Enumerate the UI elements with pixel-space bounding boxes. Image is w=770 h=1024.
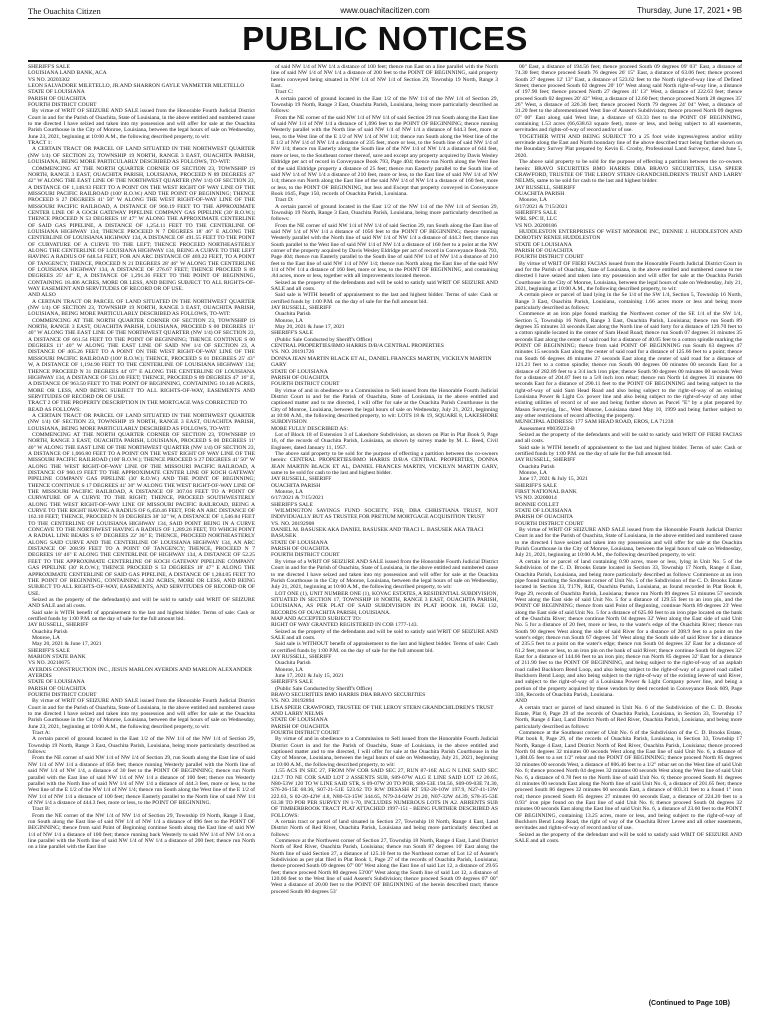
notice-paragraph: Tract B: — [32, 806, 51, 813]
banner-rule — [28, 60, 742, 62]
section-title: PUBLIC NOTICES — [242, 20, 528, 57]
notice-paragraph: From the NE corner of said NW 1/4 of NW 1/4 of said Section 29, run South along the East line of said NW 1/4 of NW 1/4 a distance of 1056 feet to the POINT OF BEGINNING; thence running Westerly parallel with the North line of said NW 1/4 of NW 1/4 a distance of 444.3 feet; thence run South parallel to the West line of said NW 1/4 of NW 1/4 a distance of 160 feet to a point at the NW corner of the property acquired by Davis Wesley Eldridge per act of record in Conveyance Book 793, Page 404; thence run Easterly parallel to the South line of said NW 1/4 of NW 1/4 a distance of 210 feet to the East line of said NW 1/4 of NW 1/4; thence run North along the East line of the said NW 1/4 of NW 1/4 a distance of 160 feet, more or less, to the POINT OF BEGINNING, and containing .84 acres, more or less, together with all improvements located thereon. — [271, 222, 498, 280]
notice-paragraph: Tract C: — [275, 89, 294, 96]
notice-paragraph: SHERIFF'S SALE — [515, 482, 557, 489]
notice-paragraph: FIRST NATIONAL BANK — [515, 489, 577, 496]
notice-paragraph: OUACHITA PARISH — [515, 190, 565, 197]
notice-paragraph: PARISH OF OUACHITA — [515, 247, 574, 254]
notice-paragraph: A certain tract or parcel of land situated in Unit No. 6 of the Subdivision of the C. D. Brooks Estate, Plat 8, Page 29 of the records of Ouachita Parish, Louisiana, in Section 33, Township 17 North, Range 4 East, Land District North of Red River, Ouachita Parish, Louisiana, and being more particularly described as follows: — [515, 704, 742, 730]
notice-paragraph: STATE OF LOUISIANA — [271, 368, 328, 375]
notice-paragraph: Monroe, LA — [275, 317, 303, 324]
notice-paragraph: Said sale is WITH benefit of appraisement to the last and highest bidder. Terms of sale: Cash or certified funds by 1:00 P.M. on the day of sale for the full amount bid. — [271, 292, 498, 305]
notice-paragraph: From the NE corner of the said NW 1/4 of NW 1/4 of said Section 29 run South along the East line of said NW 1/4 of NW 1/4 a distance of 1,096 feet to the POINT OF BEGINNING; thence running Westerly parallel with the North line of said NW 1/4 of NW 1/4 a distance of 644.3 feet, more or less, to the West line of the E 1/2 of NW 1/4 of NW 1/4; thence run South along the West line of the E 1/2 of NW 1/4 of NW 1/4 a distance of 235 feet, more or less, to the South line of said NW 1/4 of NW 1/4; thence run Easterly along the South line of the NW 1/4 of NW 1/4 a distance of 644 feet, more or less, to the Southeast corner thereof, save and except any property acquired by Davis Wesley Eldridge per act of record in Conveyance Book 793, Page 404; thence run North along the West line of the said Eldridge property a distance of 25 feet; thence run Easterly parallel to the South line of said NW 1/4 of NW 1/4 a distance of 210 feet, more or less, to the East line of said NW 1/4 of NW 1/4; thence run North along the East line of the said NW 1/4 of NW 1/4 a distance of 160 feet, more or less, to the POINT OF BEGINNING, but less and Except that property conveyed in Conveyance Book 1645, Page 150, records of Ouachita Parish, Louisiana. — [271, 114, 498, 197]
notice-paragraph: Monroe, LA — [519, 470, 547, 476]
notice-paragraph: 1.55 ACS IN SEC 27, FROM NW COR SAID SEC 27, RUN 87-16E ALG N LINE SAID SEC 124.7 TO NE COR SAID LOT 2 ASSENTS SUB, S09-07W ALG E LINE SAID LOT 12 20.65, N80-53W 120 TO W LINE SAID STR, S 09-07W 20 TO POB, S80-53E 194.56, S09-09-03E 74.30, S76-26-15E 68.36, S07-21-51E 523.62 TO R/W DESASH RT 592-20-10W 197.9, N27-41-13W 222.63, S 02-20-42W 4.8, N80-53-15W 344.65, N79-24-04W 21.20, N07-32W 44.39, S78-35-53E 63.38 TO POB PER SURVEY IN 1-70, INCLUDES NUMEROUS LOTS IN A2. ARRENTS SUB OF TIMBERBROOK TRACT PLAT ATTACHED 1997-151 - BEING FURTHER DESCRIBED AS FOLLOWS: — [271, 768, 498, 819]
notice-paragraph: VS. NO. 20192894 — [271, 698, 315, 705]
notice-paragraph: Monroe, LA — [32, 634, 60, 641]
notice-paragraph: STATE OF LOUISIANA — [271, 539, 328, 546]
notice-paragraph: BONNIE COLLET — [515, 501, 559, 508]
notice-paragraph: Ouachita Parish — [32, 628, 68, 635]
notice-paragraph: A CERTAIN TRACT OR PARCEL OF LAND SITUATED IN THE NORTHWEST QUARTER (NW 1/4) OF SECTION 23, TOWNSHIP 19 NORTH, RANGE 3 EAST, OUACHITA PARISH, LOUISIANA, BEING MORE PARTICULARLY DESCRIBED AS FOLLOWS, TO-WIT: — [28, 412, 255, 432]
notice-paragraph: SHERIFF'S SALE — [28, 64, 70, 70]
notice-paragraph: Ouachita Parish — [275, 660, 311, 667]
notice-paragraph: VS NO. 20200186 — [515, 222, 557, 229]
notice-paragraph: MUNICIPAL ADDRESS: 177 SAM HEAD ROAD, EROS, LA 71238 — [515, 419, 674, 426]
notice-paragraph: VS NO. 20200014 — [515, 495, 557, 502]
notice-paragraph: VS. NO. 20191726 — [271, 349, 315, 356]
notice-paragraph: By virtue of and in obedience to a Commission to Sell issued from the Honorable Fourth Judicial District Court in and for the Parish of Ouachita, State of Louisiana, in the above entitled and captioned matter and to me directed, I will offer for sale at the Ouachita Parish Courthouse in the City of Monroe, Louisiana, between the legal hours of sale on Wednesday, July 21, 2021, beginning at 10:00 A.M., the following described property, to wit: — [271, 736, 498, 768]
notice-paragraph: DONNA JEAN MARTIN BLACK ET AL, DANIEL FRANCES MARTIN, VICKILYN MARTIN GARY — [271, 355, 492, 369]
notice-paragraph: May 20, 2021 & June 17, 2021 — [32, 641, 102, 648]
notice-paragraph: Monroe, LA — [275, 489, 303, 496]
notice-paragraph: LEON SALVADORE MILETELLO, JR.AND SHARRON GAYLE VANMETER MILETELLO — [28, 83, 245, 90]
notice-paragraph: Commence at the Northwest corner of Section 27, Township 18 North, Range 4 East, Land District North of Red River, Ouachita Parish, Louisiana; thence run South 87 degrees 16' East along the North line of said Section 27, a distance of 125.10 feet to the Northeast corner of Lot 12 of Assent's Subdivision as per plat filed in Plat Book 1, Page 27 of the records of Ouachita Parish, Louisiana; thence proceed South 09 degrees 07' 00" West along the East line of said Lot 12, a distance of 29.65 feet; thence proceed North 80 degrees 53'00" West along the South line of said Lot 12, a distance of 120.00 feet to the West line of said Assent's Subdivision; thence proceed South 09 degrees 07' 00" West a distance of 20.00 feet to the POINT OF BEGINNING of the herein described tract; thence proceed South 80 degrees 53' — [271, 837, 498, 895]
notice-paragraph: MORE FULLY DESCRIBED AS: — [271, 425, 349, 432]
notice-paragraph: FOURTH DISTRICT COURT — [28, 102, 97, 109]
notice-paragraph: By virtue of WRIT OF SEIZURE AND SALE issued from the Honorable Fourth Judicial District Court in and for the Parish of Ouachita, State of Louisiana, in the above entitled and numbered cause to me directed I have seized and taken into my possession and will offer for sale at the Ouachita Parish Courthouse in the City of Monroe, Louisiana, between the legal hours of sale on Wednesday, June 23, 2021, beginning at 10:00 A.M., the following described property, to wit: — [28, 698, 255, 730]
notice-paragraph: Said sale is WITH benefit of appraisement to the last and highest bidder. Terms of sale: Cash or certified funds by 1:00 P.M. on the day of sale for the full amount bid. — [515, 444, 742, 457]
notice-paragraph: JAY RUSSELL, SHERIFF — [271, 476, 332, 483]
notice-paragraph: COMMENCING AT THE NORTH QUARTER CORNER OF SECTION 23, TOWNSHIP 19 NORTH, RANGE 3 EAST, OUACHITA PARISH, LOUISIANA, PROCEED S 00 DEGREES 11' 40" W ALONG THE EAST LINE OF THE NORTHWEST QUARTER (NW 1/4) OF SECTION 23, A DISTANCE OF 661.54 FEET TO THE POINT OF BEGINNING; THENCE CONTINUE S 00 DEGREES 11' 40" W ALONG THE EAST LINE OF SAID NW 1/4 OF SECTION 23, A DISTANCE OF 405.26 FEET TO A POINT ON THE WEST RIGHT-OF-WAY LINE OF THE MISSOURI PACIFIC RAILROAD (100' R.O.W.); THENCE, PROCEED S 01 DEGREES 25' 43" W, A DISTANCE OF 1,194.90 FEET TO THE CENTERLINE OF LOUISIANA HIGHWAY 134; THENCE PROCEED N 31 DEGREES 44' 07" E ALONG THE CENTERLINE OF LOUISIANA HIGHWAY 134, A DISTANCE OF 531.00 FEET; THENCE, PROCEED S 89 DEGREES 47' 16" E, A DISTANCE OF 963.50 FEET TO THE POINT OF BEGINNING, CONTAINING 10.140 ACRES, MORE OR LESS, AND BEING SUBJECT TO ALL RIGHTS-OF-WAY, EASEMENTS AND SERVITUDES OF RECORD OR OF USE. — [28, 317, 255, 400]
notice-paragraph: (Public Sale Conducted by Sheriff's Office) — [275, 685, 373, 692]
notice-paragraph: PARISH OF OUACHITA — [271, 374, 330, 381]
notice-paragraph: PARISH OF OUACHITA — [28, 685, 87, 692]
notice-paragraph: STATE OF LOUISIANA — [28, 679, 85, 686]
notice-paragraph: A CERTAIN TRACT OR PARCEL OF LAND SITUATED IN THE NORTHWEST QUARTER (NW 1/4) OF SECTION 23, TOWNSHIP 19 NORTH, RANGE 3 EAST, OUACHITA PARISH, LOUISIANA, BEING MORE PARTICULARLY DESCRIBED AS FOLLOWS, TO-WIT: — [28, 146, 255, 166]
notice-paragraph: COMMENCING AT THE NORTH QUARTER CORNER OF SECTION 23, TOWNSHIP 19 NORTH, RANGE 3 EAST, OUACHITA PARISH, LOUISIANA, PROCEED N 89 DEGREES 47' 42" W ALONG THE EAST LINE OF THE NORTHWEST QUARTER (NW 1/4) OF SECTION 23, A DISTANCE OF 1,148.93 FEET TO A POINT ON THE WEST RIGHT OF WAY LINE OF THE MISSOURI PACIFIC RAILROAD (100' R.O.W.) AND THE POINT OF BEGINNING; THENCE PROCEED S 27 DEGREES 41' 50" W ALONG THE WEST RIGHT-OF-WAY LINE OF THE MISSOURI PACIFIC RAILROAD, A DISTANCE OF 960.19 FEET TO THE APPROXIMATE CENTER LINE OF A GOCH GATEWAY PIPELINE COMPANY GAS PIPELINE (30' R.O.W.); THENCE PROCEED N 53 DEGREES 18' 47" W ALONG THE APPROXIMATE CENTERLINE OF SAID GAS PIPELINE, A DISTANCE OF 1,254.11 FEET TO THE CENTERLINE OF LOUISIANA HIGHWAY 134; THENCE PROCEED N 7 DEGREES 18' 46" E ALONG THE CENTERLINE OF LOUISIANA HIGHWAY 134, A DISTANCE OF 491.55 FEET TO THE POINT OF CURVATURE OF A CURVE TO THE LEFT; THENCE PROCEED NORTHEASTERLY ALONG THE CENTERLINE OF LOUISIANA HIGHWAY 134, BEING A CURVE TO THE LEFT HAVING A RADIUS OF 648.54 FEET, FOR AN ARC DISTANCE OF 469.22 FEET, TO A POINT OF TANGENCY; THENCE, PROCEED N 21 DEGREES 28' 46" W ALONG THE CENTERLINE OF LOUISIANA HIGHWAY 134, A DISTANCE OF 276.67 FEET; THENCE PROCEED S 89 DEGREES 25' 44" E, A DISTANCE OF 1,291.36 FEET TO THE POINT OF BEGINNING, CONTAINING 18.406 ACRES, MORE OR LESS, AND BEING SUBJECT TO ALL RIGHTS-OF-WAY EASEMENT AND SERVITUDES OF RECORD OR OF USE. — [28, 165, 255, 293]
notice-paragraph: HUDDLESTON ENTERPRISES OF WEST MONROE INC, DENNIE J. HUDDLESTON AND DOROTHY RENEE HUDDLESTON — [515, 228, 742, 242]
notice-paragraph: WILMINGTON SAVINGS FUND SOCIETY, FSB, DBA CHRISTIANA TRUST, NOT INDIVIDUALLY BUT AS TRUSTEE FOR PRETIUM MORTGAGE ACQUISITION TRUST — [271, 508, 498, 521]
notice-paragraph: COMMENCING AT THE NORTH QUARTER CORNER OF SECTION 23, TOWNSHIP 19 NORTH, RANGE 3 EAST, OUACHITA PARISH, LOUISIANA, PROCEED S 00 DEGREES 11' 40" W ALONG THE EAST LINE OF THE NORTHWEST QUARTER (NW 1/4) OF SECTION 23, A DISTANCE OF 1,066.80 FEET TO A POINT ON THE WEST RIGHT OF WAY LINE OF THE MISSOURI PACIFIC RAILROAD (100' R.O.W.); THENCE PROCEED S 27 DEGREES 41' 50" W ALONG THE WEST RIGHT-OF-WAY LINE OF THE MISSOURI PACIFIC RAILROAD, A DISTANCE OF 960.19 FEET TO THE APPROXIMATE CENTER LINE OF KOCH GATEWAY PIPELINE COMPANY GAS PIPELINE (30' R.O.W.) AND THE POINT OF BEGINNING; THENCE CONTINUE S 17 DEGREES 41' 30" W ALONG THE WEST RIGHT-OF-WAY LINE OF THE MISSOURI PACIFIC RAILROAD, A DISTANCE OF 307.04 FEET TO A POINT OF CURVATURE OF A CURVE TO THE RIGHT; THENCE, PROCEED SOUTHWESTERLY ALONG THE WEST RIGHT-OF-WAY LINE OF MISSOURI PACIFIC RAILROAD, BEING A CURVE TO THE RIGHT HAVING A RADIUS OF 6,450.46 FEET, FOR AN ARC DISTANCE OF 162.10 FEET; THENCE, PROCEED N 59 DEGREES 38' 32" W, A DISTANCE OF 1,546.84 FEET TO THE CENTERLINE OF LOUISIANA HIGHWAY 134, SAID POINT BEING IN A CURVE CONCAVE TO THE NORTHWEST HAVING A RADIUS OF 1,289.26 FEET, TO WHICH POINT A RADIAL LINE BEARS S 87 DEGREES 22' 36" E; THENCE, PROCEED NORTHEASTERLY ALONG SAID CURVE AND THE CENTERLINE OF LOUISIANA HIGHWAY 134, AN ARC DISTANCE OF 208.99 FEET TO A POINT OF TANGENCY; THENCE, PROCEED N 7 DEGREES 18' 46" E ALONG THE CENTERLINE OF HIGHWAY 134, A DISTANCE OF 52.25 FEET TO THE APPROXIMATE CENTERLINE OF KOCH GATEWAY PIPELINE COMPANY GAS PIPELINE (30' R.O.W.); THENCE PROCEED S 53 DEGREES 18' 47" E ALONG THE APPROXIMATE CENTERLINE OF SAID GAS PIPELINE, A DISTANCE OF 1,284.05 FEET TO THE POINT OF BEGINNING, CONTAINING 8.202 ACRES, MORE OR LESS, AND BEING SUBJECT TO ALL RIGHTS-OF-WAY, EASEMENTS, AND SERVITUDES OF RECORD OR OF USE. — [28, 431, 255, 597]
notice-paragraph: Seized as the property of the defendant(s) and will be sold to satisfy said WRIT OF SEIZURE AND SALE and all costs. — [28, 596, 255, 610]
notice-paragraph: JAY RUSSELL, SHERIFF — [271, 305, 332, 312]
notice-paragraph: A certain parcel of ground located in the East 1/2 of the NW 1/4 of the NW 1/4 of Section 29, Township 19 North, Range 3 East, Ouachita Parish, Louisiana, being more particularly described as follows: — [271, 203, 498, 223]
notice-paragraph: Assessment #0039223-B — [519, 425, 575, 432]
notice-paragraph: From the NE corner of the NW 1/4 of NW 1/4 of Section 29, Township 19 North, Range 3 East, run South along the East line of said NW 1/4 of NW 1/4 a distance of 896 feet to the POINT OF BEGINNING; thence from said Point of Beginning continue South along the East line of said NW 1/4 of NW 1/4 a distance of 100 feet; thence running back Westerly to said NW 1/4 of NW 1/4 on a line parallel with the North line of said NW 1/4 of NW 1/4 a distance of 200 feet; thence run North on a line parallel with the East line — [28, 812, 255, 851]
notice-paragraph: By virtue of a WRIT OF SEIZURE AND SALE issued from the Honorable Fourth Judicial District Court in and for the Parish of Ouachita, State of Louisiana, in the above entitled and numbered cause to me directed I have seized and taken into my possession and will offer for sale at the Ouachita Parish Courthouse in the City of Monroe, Louisiana, between the legal hours of sale on Wednesday, July 21, 2021, beginning at 10:00 A.M., the following described property, to wit: — [271, 558, 498, 591]
notice-paragraph: JAY RUSSELL, SHERIFF — [28, 622, 89, 629]
notice-paragraph: By virtue of WRIT OF SEIZURE AND SALE issued from the Honorable Fourth Judicial District Court in and for the Parish of Ouachita, State of Louisiana, in the above entitled and numbered cause to me directed I have seized and taken into my possession and will offer for sale at the Ouachita Parish Courthouse in the City of Monroe, Louisiana, between the legal hours of sale on Wednesday, June 23, 2021, beginning at 10:00 A.M., the following described property, to wit: — [28, 108, 255, 140]
notice-paragraph: FOURTH DISTRICT COURT — [28, 692, 97, 699]
notice-paragraph: Tract D: — [275, 197, 294, 204]
notice-paragraph: Tract A: — [32, 730, 51, 737]
notice-paragraph: Seized as the property of the defendant and will be sold to satisfy said WRIT OF SEIZURE AND SALE and all costs. — [515, 831, 742, 844]
notice-paragraph: 00" East, a distance of 194.56 feet; thence proceed South 09 degrees 09' 03" East, a distance of 74.30 feet; thence proceed South 76 degrees 26' 15" East, a distance of 63.06 feet; thence proceed South 27 degrees 12' 13" East, a distance of 523.62 feet to the North right-of-way line of Defined Street; thence proceed South 02 degrees 20' 10" West along said North right-of-way line, a distance of 197.90 feet; thence proceed North 27 degrees 41' 13" West, a distance of 222.63 feet; thence proceed South 02 degrees 20' 42" West, a distance of 12.60 feet; thence proceed North 28 degrees 35' 26" West, a distance of 326.36 feet; thence proceed North 79 degrees 24' 04" West, a distance of 31.20 feet to the aforementioned West line of Assent's Subdivision; thence proceed North 09 degrees 07' 00" East along said West line, a distance of 63.33 feet to the POINT OF BEGINNING, containing 1.53 acres (66,638.63 square feet), more or less, and being subject to all easements, servitudes and rights-of-way of record and/or of use. — [515, 64, 742, 134]
notice-paragraph: BRAVO SECURITIES BMO HARRIS DBA BRAVO SECURITIES — [271, 692, 426, 699]
notice-paragraph: SHERIFF'S SALE — [28, 647, 70, 654]
notice-paragraph: A certain parcel of ground located in the East 1/2 of the NW 1/4 of the NW 1/4 of Section 29, Township 19 North, Range 3 East, Ouachita Parish, Louisiana, being more particularly described as follows: — [271, 95, 498, 115]
notice-paragraph: PARISH OF OUACHITA — [28, 95, 87, 102]
header-rule — [28, 18, 742, 19]
notice-paragraph: Lot of Block 18 of Extension 3 of Lakeshore Subdivision, as shown on Plat in Plat Book 9, Page 16, of the records of Ouachita Parish, Louisiana, as shown by survey made by M. L. Reed, Civil Engineer, dated January 11, 1957. — [271, 431, 498, 451]
notice-paragraph: AND ALSO — [28, 292, 56, 299]
notice-paragraph: AND — [515, 698, 528, 705]
notice-paragraph: Seized as the property of the defendants and will be sold to satisfy said WRIT OF SEIZURE AND SALE and all costs. — [271, 279, 498, 293]
notice-paragraph: By virtue of WRIT OF SEIZURE AND SALE issued from the Honorable Fourth Judicial District Court in and for the Parish of Ouachita, State of Louisiana, in the above entitled and numbered cause to me directed I have seized and taken into my possession and will offer for sale at the Ouachita Parish Courthouse in the City of Monroe, Louisiana, between the legal hours of sale on Wednesday, July 21, 2021, beginning at 10:00 A.M., the following described property, to wit: — [515, 527, 742, 559]
notice-paragraph: WRL SPC II, LLC — [515, 216, 558, 223]
notice-paragraph: DANIEL M. BASUSEK AKA DANIEL BASUSEK AND TRACI L. BASUSEK AKA TRACI BASUSEK — [271, 527, 484, 540]
notice-paragraph: 6/17/2021 & 7/15/2021 — [271, 495, 324, 502]
notice-paragraph: Commence at an iron pipe found marking the Northwest corner of the SE 1/4 of the SW 1/4, Section 5, Township 16 North, Range 3 East, Ouachita Parish, Louisiana; thence run South 89 degrees 35 minutes 33 seconds East along the North line of said forty for a distance of 129.70 feet to a cotton spindle located in the center of Sam Head Road; thence run South 07 degrees 31 minutes 35 seconds East along the center of said road for a distance of 40.05 feet to a cotton spindle marking the POINT OF BEGINNING; thence from said POINT OF BEGINNING run South 63 degrees 47 minutes 15 seconds East along the center of said road for a distance of 125.66 feet to a point; thence run South 66 degrees 46 minutes 27 seconds East along the center of said road for a distance of 121.21 feet to a cotton spindle; thence run South 00 degrees 00 minutes 00 seconds East for a distance of 282.89 feet to a 3/4 inch iron pipe; thence South 90 degrees 00 minutes 00 seconds West for a distance of 204.87 feet to a 5/8 inch iron rebar; thence run North 14 degrees 31 minutes 00 seconds East for a distance of 290.11 feet to the POINT OF BEGINNING and being subject to the right-of-way of said Sam Head Road and also being subject to the right-of-way of an existing Louisiana Power & Light Co. power line and also being subject to the right-of-way of any other existing utilities of record or of use and being further shown as Parcel "E" by a plat prepared by Mason Surveying, Inc., West Monroe, Louisiana dated May 10, 1999 and being further subject to any other restrictions of record affecting the property. — [515, 311, 742, 419]
notice-paragraph: FOURTH DISTRICT COURT — [271, 552, 340, 559]
notice-paragraph: FOURTH DISTRICT COURT — [271, 381, 340, 388]
notice-paragraph: A CERTAIN TRACT OR PARCEL OF LAND SITUATED IN THE NORTHWEST QUARTER (NW 1/4) OF SECTION 23, TOWNSHIP 19 NORTH, RANGE 3 EAST, OUACHITA PARISH, LOUISIANA, BEING MORE PARTICULARLY DESCRIBED AS FOLLOWS, TO-WIT: — [28, 298, 255, 318]
notice-paragraph: Commence at the Southeast corner of Unit No. 6 of the Subdivision of the C. D. Brooks Estate, Plat book 8, Page 29, of the records of Ouachita Parish, Louisiana, in Section 33, Township 17 North, Range 4 East, Land District North of Red River, Ouachita Parish, Louisiana; thence proceed North 04 degrees 32 minutes 00 seconds West along the East line of said Unit No. 6, a distance of 1,484.05 feet to a set 1/2" rebar and the POINT OF BEGINNING; thence proceed North 85 degrees 32 minutes 00 seconds West, a distance of 806.46 feet to a 1/2" rebar set on the West line of said Unit No. 6; thence proceed North 04 degrees 32 minutes 00 seconds West along the West line of said Unit No. 6, a distance of 0.78 feet to the North line of said Unit No. 6; thence proceed South 81 degrees 41 minutes 00 seconds East along the North line of said Unit No. 6, a distance of 201.65 feet; thence proceed South 86 degrees 32 minutes 00 seconds East, a distance of 603.31 feet to a found 1" iron rod; thence proceed South 85 degrees 27 minutes 00 seconds East, a distance of 224.20 feet to a 0.93" iron pipe found on the East line of said Unit No. 6; thence proceed South 04 degrees 32 minutes 00 seconds East along the East line of said Unit No. 6, a distance of 23.60 feet to the POINT OF BEGINNING, containing 13.25 acres, more or less, and being subject to the right-of-way of Buckhorn Bend Loop Road, the right of way of the Ouachita River Levee and all other easements, servitudes and rights-of-way of record and/or of use. — [515, 730, 742, 832]
notice-paragraph: STATE OF LOUISIANA — [515, 508, 572, 515]
notice-paragraph: LOT ONE (1), UNIT NUMBER ONE (1), KOVAC ESTATES, A RESIDENTIAL SUBDIVISION, SITUATED IN SECTION 17, TOWNSHIP 18 NORTH, RANGE 3 EAST, OUACHITA PARISH, LOUISIANA, AS PER PLAT OF SAID SUBDIVISION IN PLAT BOOK 18, PAGE 132, RECORDS OF OUACHITA PARISH, LOUISIANA. — [271, 590, 498, 616]
notice-paragraph: SHERIFF'S SALE — [515, 209, 557, 216]
notice-paragraph: From the NE corner of said NW 1/4 of NW 1/4 of Section 29, run South along the East line of said NW 1/4 of NW 1/4 a distance of 856 feet; thence running Westerly parallel with the North line of said NW 1/4 of NW 1/4, a distance of 30 feet to the POINT OF BEGINNING; thence run North parallel with the East line of said NW 1/4 of NW 1/4 a distance of 100 feet; thence run Westerly parallel with the North line of said NW 1/4 of NW 1/4 a distance of 444.3 feet, more or less, to the West line of the E 1/2 of the NW 1/4 of NW 1/4; thence run South along the West line of the E 1/2 of NW 1/4 of NW 1/4 a distance of 100 feet; thence Easterly parallel to the North line of said NW 1/4 of NW 1/4 a distance of 444.3 feet, more or less, to the POINT OF BEGINNING. — [28, 755, 255, 806]
notice-paragraph: SHERIFF'S SALE — [271, 330, 313, 337]
notice-paragraph: SHERIFF'S SALE — [271, 501, 313, 508]
notice-paragraph: A certain parcel of ground located in the East 1/2 of the NW 1/4 of the NW 1/4 of Section 29, Township 19 North, Range 3 East, Ouachita Parish, Louisiana, being more particularly described as follows: — [28, 736, 255, 756]
newspaper-name: The Ouachita Citizen — [28, 6, 101, 16]
continued-note: (Continued to Page 10B) — [648, 1000, 730, 1007]
notice-paragraph: By virtue of and in obedience to a Commission to Sell issued from the Honorable Fourth Judicial District Court in and for the Parish of Ouachita, State of Louisiana, in the above entitled and captioned matter and to me directed, I will offer for sale at the Ouachita Parish Courthouse in the City of Monroe, Louisiana, between the legal hours of sale on Wednesday, July 21, 2021, beginning at 10:00 A.M., the following described property, to wit: LOTS 18 & 19, SQUARE 8, LAKESHORE SUBDIVISION — [271, 387, 498, 426]
notice-paragraph: VS NO. 20210675 — [28, 660, 70, 667]
notice-paragraph: FOURTH DISTRICT COURT — [271, 730, 340, 737]
notice-paragraph: The above said property to be sold for the purpose of effecting a partition between the co-owners herein: BRAVO SECURITIES BMO HARRIS DBA BRAVO SECURITIES, LISA SPEER CRAWFORD, TRUSTEE OF THE LEROY STERN GRANDCHILDREN'S TRUST AND LARRY NELMS, same to be sold for cash to the last and highest bidder. — [515, 159, 742, 185]
date-page: Thursday, June 17, 2021 • 9B — [637, 6, 742, 15]
website: www.ouachitacitizen.com — [340, 6, 430, 15]
notice-paragraph: June 17, 2021 & July 15, 2021 — [275, 673, 344, 679]
notice-paragraph: VS NO. 20203302 — [28, 76, 70, 83]
notice-paragraph: VS. NO. 20192908 — [271, 520, 315, 527]
notice-paragraph: OUACHITA PARISH — [271, 482, 321, 489]
notice-paragraph: A certain lot or parcel of land containing 0.90 acres, more or less, lying in Unit No. 5 of the Subdivision of the C. D. Brooks Estate located in Section 33, Township 17 North, Range 4 East, Ouachita Parish, Louisiana, and being more particularly described as follows: Commence at an iron pipe found marking the Southeast corner of Unit No. 5 of the Subdivision of the C. D. Brooks Estate located in Section 33, T17N, R4E, Ouachita Parish, Louisiana, as found recorded in Plat Book 8, Page 29, records of Ouachita Parish, Louisiana; thence run North 89 degrees 53 minutes 57 seconds West along the East side of said Unit No. 5 for a distance of 129.55 feet to an iron pin, and the POINT OF BEGINNING; thence from said Point of Beginning, continue North 89 degrees 23' West along the East side of said Unit No. 5 for a distance of 625.60 feet to an iron pipe located on the bank of the Ouachita River; thence continue North 04 degrees 32' West along the East side of said Unit No. 5 for a distance of 20 feet, more or less, to the water's edge of the Ouachita River; thence run South 90 degrees West along the side of said River for a distance of 208.9 feet to a point on the water's edge; thence run South 67 degrees 34' West along the South side of said River for a distance of 235.5 feet to a point on the water's edge; thence run South 04 degrees 32' East for a distance of 61.2 feet, more or less, to an iron pin on the bank of said River; thence continue South 04 degrees 32' East for a distance of 144.66 feet to an iron pin; thence run North 85 degrees 32' East for a distance of 211.90 feet to the POINT OF BEGINNING, and being subject to the right-of-way of an asphalt road called Buckhorn Bend Loop, and also being subject to the right-of-way of a gravel road called Buckhorn Bend Loop; and also being subject to the right-of-way of the existing levee of said River, and subject to the right-of-way of a Louisiana Power & Light Company power line, and being a portion of the property acquired by these vendors by deed recorded in Conveyance Book 609, Page 336, Records of Ouachita Parish, Louisiana. — [515, 558, 742, 699]
notice-paragraph: CENTRAL PROPERTIES/BMO HARRIS D/B/A CENTRAL PROPERTIES — [271, 343, 444, 350]
notice-paragraph: SHERIFF'S SALE — [271, 679, 313, 686]
notice-paragraph: 6/17/2021 & 7/15/2021 — [515, 203, 568, 210]
notice-paragraph: JAY RUSSELL, SHERIFF — [515, 184, 576, 191]
notice-paragraph: Ouachita Parish — [519, 463, 555, 470]
notice-paragraph: A certain tract or parcel of land situated in Section 27, Township 18 North, Range 4 East, Land District North of Red River, Ouachita Parish, Louisiana and being more particularly described as follows: — [271, 818, 498, 838]
notice-paragraph: of said NW 1/4 of NW 1/4 a distance of 100 feet; thence run East on a line parallel with the North line of said NW 1/4 of NW 1/4 a distance of 200 feet to the POINT OF BEGINNING, said property herein conveyed being situated in NW 1/4 of NW 1/4 of Section 29, Township 19 North, Range 3 East. — [271, 64, 498, 90]
notice-paragraph: MAP AND ACCEPTED SUBJECT TO: — [271, 615, 362, 622]
notice-paragraph: FOURTH DISTRICT COURT — [515, 520, 584, 527]
notice-paragraph: Ouachita Parish — [275, 311, 311, 318]
notice-paragraph: STATE OF LOUISIANA — [28, 89, 85, 96]
notice-paragraph: Seized as the property of the defendants and will be sold to satisfy said WRIT OF FIERI FACIAS and all costs. — [515, 431, 742, 445]
notice-paragraph: A certain piece or parcel of land lying in the Se 1/4 of the SW 1/4, Section 5, Township 16 North, Range 3 East, Ouachita Parish, Louisiana, containing 1.66 acres more or less and being more particularly described as follows: — [515, 292, 742, 312]
notice-paragraph: Seized as the property of the defendants and will be sold to satisfy said WRIT OF SEIZURE AND SALE and all costs. — [271, 628, 498, 641]
column-1 — [28, 64, 255, 1014]
notice-paragraph: Said sale is WITHOUT benefit of appraisement to the last and highest bidder. Terms of sale: Cash or certified funds by 1:00 P.M. on the day of sale for the full amount bid. — [271, 641, 498, 654]
notice-paragraph: (Public Sale Conducted by Sheriff's Office) — [275, 336, 373, 343]
notice-paragraph: JAY RUSSELL, SHERIFF — [271, 653, 332, 660]
notice-paragraph: LOUISIANA LAND BANK, ACA — [28, 70, 107, 77]
notice-paragraph: STATE OF LOUISIANA — [515, 241, 572, 248]
notice-paragraph: The above said property to be sold for the purpose of effecting a partition between the co-owners herein: CENTRAL PROPERTIES/BMO HARRIS D/B/A CENTRAL PROPERTIES, DONNA JEAN MARTIN BLACK ET AL, DANIEL FRANCES MARTIN, VICKILYN MARTIN GARY, same to be sold for cash to the last and highest bidder. — [271, 450, 498, 476]
notice-paragraph: PARISH OF OUACHITA — [271, 723, 330, 730]
notice-paragraph: MARION STATE BANK — [28, 653, 86, 660]
notice-paragraph: RIGHT OF WAY GRANTED REGISTERED IN COB 1777-143. — [271, 622, 418, 629]
notice-paragraph: PARISH OF OUACHITA — [515, 514, 574, 521]
column-2 — [271, 64, 498, 1014]
notice-paragraph: By virtue of WRIT OF FIERI FACIAS issued from the Honorable Fourth Judicial District Court in and for the Parish of Ouachita, State of Louisiana, in the above entitled and numbered cause to me directed I have seized and taken into my possession and will offer for sale at the Ouachita Parish Courthouse in the City of Monroe, Louisiana, between the legal hours of sale on Wednesday, July 21, 2021, beginning at 10:00 A.M., the following described property, to wit: — [515, 260, 742, 293]
notice-paragraph: Monroe, LA — [519, 197, 547, 204]
notice-paragraph: AYERDIS CONSTRUCTION INC., JESUS MARLON AYERDIS AND MARLON ALEXANDER AYERDIS — [28, 666, 252, 679]
column-3 — [515, 64, 742, 1014]
notice-paragraph: Said sale is WITH benefit of appraisement to the last and highest bidder. Terms of sale: Cash or certified funds by 1:00 P.M. on the day of sale for the full amount bid. — [28, 609, 255, 622]
notice-paragraph: FOURTH DISTRICT COURT — [515, 254, 584, 261]
notice-paragraph: May 20, 2021 & June 17, 2021 — [275, 324, 345, 331]
notice-paragraph: TRACT 1: — [28, 140, 52, 147]
notice-paragraph: PARISH OF OUACHITA — [271, 546, 330, 553]
notice-paragraph: LISA SPEER CRAWFORD, TRUSTEE OF THE LEROY STERN GRANDCHILDREN'S TRUST AND LARRY NELMS — [271, 704, 494, 718]
notice-paragraph: TOGETHER WITH AND BEING SUBJECT TO a 25 foot wide ingress/egress and/or utility servitude along the East and North boundary line of the above described tract being further shown on the Boundary Survey Plat prepared by Kevin E. Crosby, Professional Land Surveyor, dated June 5, 2020. — [515, 133, 742, 159]
notice-paragraph: June 17, 2021 & July 15, 2021 — [519, 476, 588, 483]
notice-paragraph: Monroe, LA — [275, 666, 303, 673]
notice-paragraph: JAY RUSSELL, SHERIFF — [515, 457, 576, 464]
notice-paragraph: STATE OF LOUISIANA — [271, 717, 328, 724]
notice-paragraph: TRACT 2 OF THE PROPERTY DESCRIPTION IN THE MORTGAGE WAS CORRECTED TO READ AS FOLLOWS: — [28, 400, 248, 413]
